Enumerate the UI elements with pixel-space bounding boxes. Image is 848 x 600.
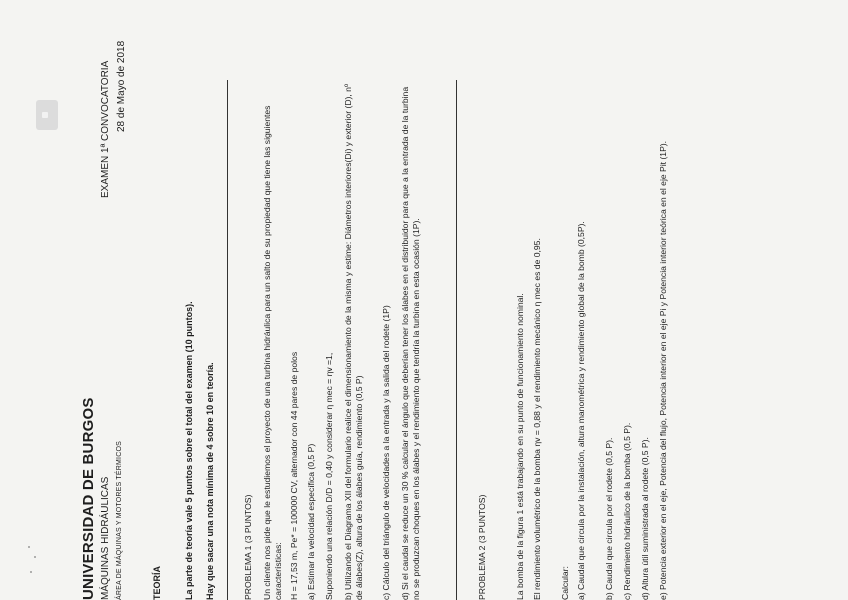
problem2-question-b: b) Caudal que circula por el rodete (0,5 P). (604, 437, 614, 600)
problem2-performance: El rendimiento volumétrico de la bomba ηv = 0,88 y el rendimiento mecánico η mec es de 0,95. (532, 238, 542, 600)
exam-call: EXAMEN 1ª CONVOCATORIA (100, 60, 111, 198)
grading-rule-1: La parte de teoría vale 5 puntos sobre el total del examen (10 puntos). (184, 301, 194, 600)
scan-speck (30, 571, 32, 573)
scan-speck (28, 546, 30, 548)
problem2-question-c: c) Rendimiento hidráulico de la bomba (0,5 P). (622, 422, 632, 600)
problem1-data: H = 17,53 m, Pe* = 100000 CV, alternador con 44 pares de polos (289, 351, 299, 600)
divider-middle (456, 80, 457, 600)
problem2-calc-label: Calcular: (560, 566, 570, 600)
university-logo (36, 100, 58, 130)
problem1-question-a: a) Estimar la velocidad específica (0,5 P) (306, 443, 316, 600)
divider-top (227, 80, 228, 600)
exam-date: 28 de Mayo de 2018 (116, 40, 127, 132)
problem1-question-c: c) Cálculo del triángulo de velocidades a la entrada y la salida del rodete (1P) (381, 305, 391, 600)
section-title: TEORÍA (152, 565, 162, 600)
problem2-title: PROBLEMA 2 (3 PUNTOS) (477, 494, 487, 600)
scan-speck (34, 556, 36, 558)
problem1-title: PROBLEMA 1 (3 PUNTOS) (243, 494, 253, 600)
problem1-question-d: d) Si el caudal se reduce un 30 % calcular el ángulo que deberían tener los álabes en el distribuidor para que a la entrada de la turbina no se produzcan choques en los álabes y el rendimiento que tendría la turbina en esta ocasión (1P). (400, 86, 421, 600)
problem1-intro: Un cliente nos pide que le estudiemos el proyecto de una turbina hidráulica para un salto de su propiedad que tiene las siguientes características: (262, 105, 283, 600)
problem2-question-a: a) Caudal que circula por la instalación, altura manométrica y rendimiento global de la bomb (0,5P). (576, 221, 586, 600)
problem2-intro: La bomba de la figura 1 está trabajando en su punto de funcionamiento nominal. (515, 293, 525, 600)
university-name: UNIVERSIDAD DE BURGOS (80, 397, 97, 600)
grading-rule-2: Hay que sacar una nota mínima de 4 sobre 10 en teoría. (205, 362, 215, 600)
subject-name: MÁQUINAS HIDRÁULICAS (100, 476, 111, 600)
problem1-assumption: Suponiendo una relación D/D = 0,40 y considerar η mec = ηv =1, (324, 352, 334, 600)
department-area: ÁREA DE MÁQUINAS Y MOTORES TÉRMICOS (116, 441, 123, 600)
problem2-question-d: d) Altura útil suministrada al rodete (0,5 P). (640, 437, 650, 600)
problem1-question-b: b) Utilizando el Diagrama XII del formulario realice el dimensionamiento de la misma y estime: Diámetros interiores(Di) y exterior (D), nº de álabes(Z), altura de los álabes guía, rendimiento (0,5 P) (343, 83, 364, 600)
problem2-question-e: e) Potencia exterior en el eje, Potencia del flujo, Potencia interior en el eje Pi y Potencia interior teórica en el eje Pit (1P). (658, 140, 668, 600)
logo-mark-icon (42, 112, 48, 118)
